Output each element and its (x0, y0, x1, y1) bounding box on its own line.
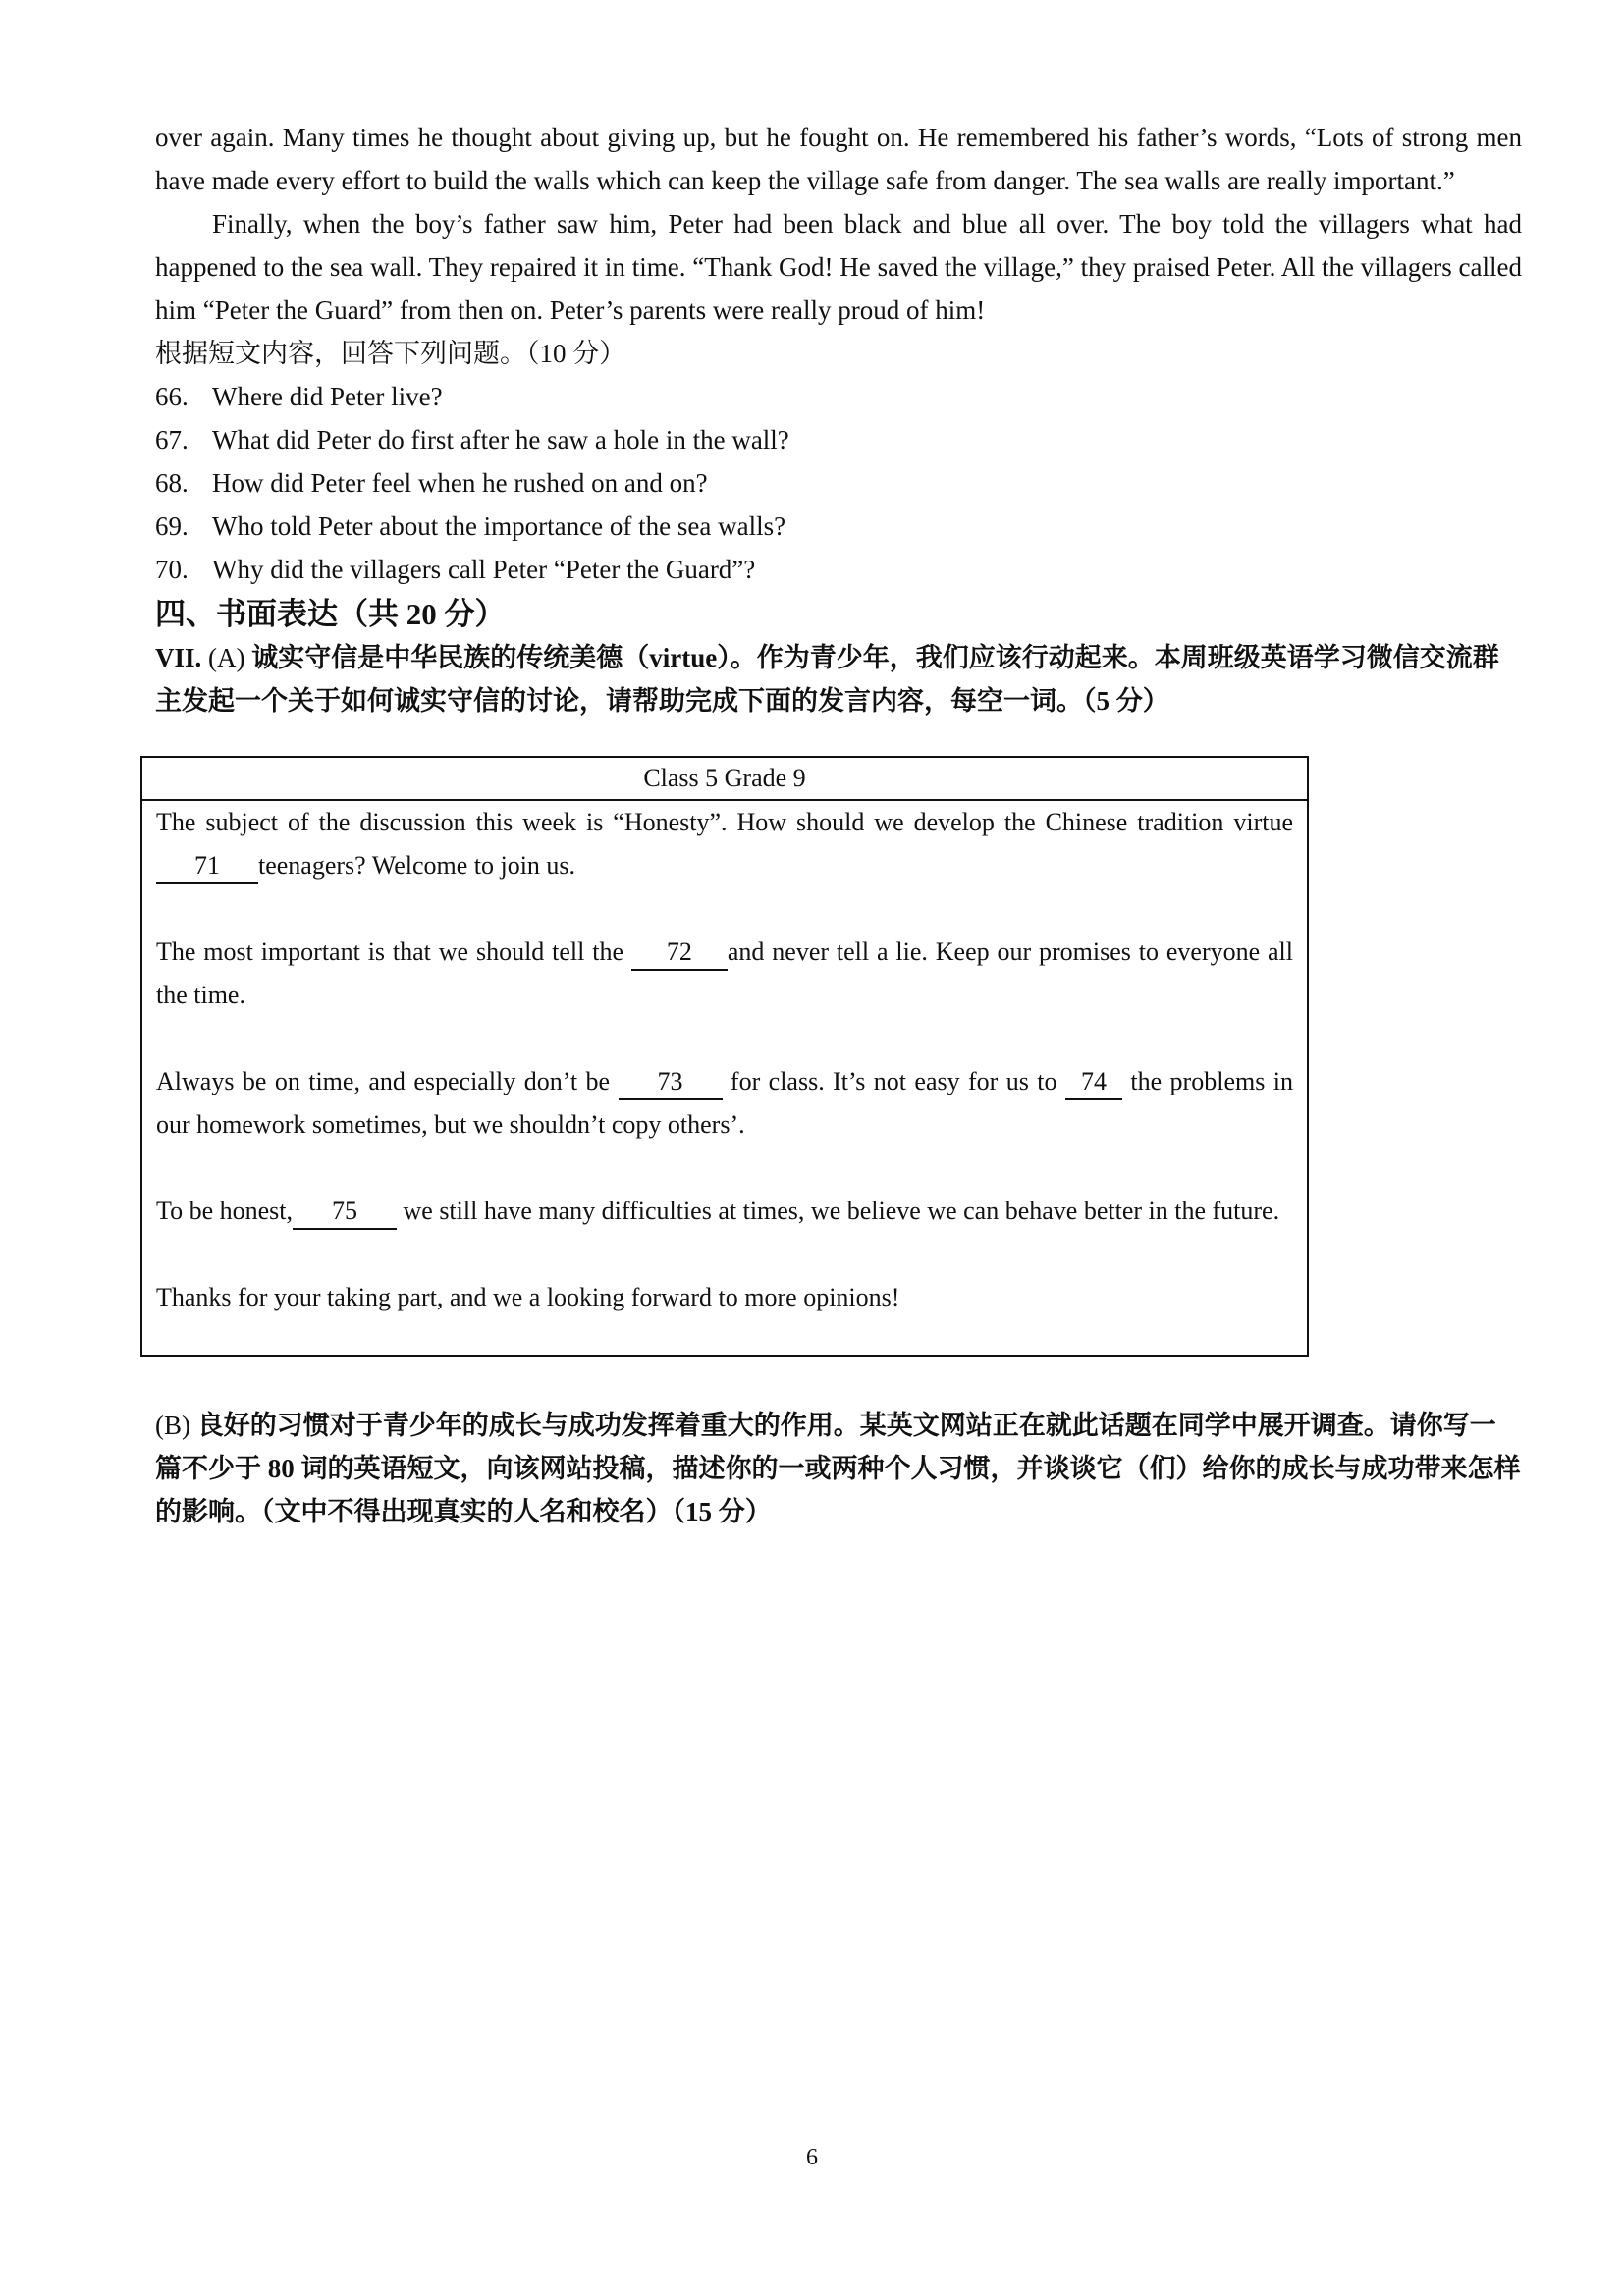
question-text: Where did Peter live? (212, 382, 443, 411)
blank-75[interactable]: 75 (293, 1195, 397, 1230)
passage-paragraph-2: Finally, when the boy’s father saw him, Peter had been black and blue all over. The boy told the villagers what had happened to the sea wall. They repaired it in time. “Thank God! He saved the village,” they praised Peter. All the villagers called him “Peter the Guard” from then on. Peter’s parents were really proud of him! (155, 209, 1522, 325)
task-part: (A) (208, 643, 245, 672)
page-number: 6 (806, 2145, 818, 2170)
box-paragraph-4 (156, 1190, 1293, 1233)
text-run: the problems in our homework sometimes, but we shouldn’t copy others’. (156, 1067, 1293, 1139)
question-number: 68. (155, 468, 189, 498)
question-text: What did Peter do first after he saw a hole in the wall? (212, 425, 789, 454)
text-run: To be honest, (156, 1197, 293, 1225)
text-run: we still have many difficulties at times, we believe we can behave better in the future. (397, 1197, 1280, 1225)
task-label: VII. (155, 643, 202, 672)
blank-71[interactable]: 71 (156, 849, 258, 884)
blank-73[interactable]: 73 (619, 1065, 723, 1100)
question-68 (155, 461, 1522, 505)
question-69 (155, 505, 1522, 548)
question-number: 70. (155, 555, 189, 584)
question-number: 66. (155, 382, 189, 411)
text-run: for class. It’s not easy for us to (722, 1067, 1065, 1095)
box-body (142, 801, 1307, 1319)
section-heading: 四、书面表达（共 20 分） (155, 597, 506, 631)
box-paragraph-1 (156, 801, 1293, 887)
text-run: teenagers? Welcome to join us. (258, 851, 576, 880)
blank-72[interactable]: 72 (631, 935, 728, 971)
question-number: 69. (155, 511, 189, 541)
box-title: Class 5 Grade 9 (142, 758, 1307, 801)
task-a-prompt (155, 636, 1522, 722)
discussion-box (140, 756, 1309, 1357)
passage-paragraph-1: over again. Many times he thought about giving up, but he fought on. He remembered his father’s words, “Lots of strong men have made every effort to build the walls which can keep the village safe from danger. The sea walls are really important.” (155, 123, 1522, 195)
box-paragraph-5: Thanks for your taking part, and we a looking forward to more opinions! (156, 1283, 900, 1311)
task-b-prompt (155, 1404, 1522, 1533)
text-run: The subject of the discussion this week is “Honesty”. How should we develop the Chinese tradition virtue (156, 808, 1293, 836)
page-content (155, 116, 1522, 722)
task-a-text: 诚实守信是中华民族的传统美德（virtue）。作为青少年，我们应该行动起来。本周班级英语学习微信交流群主发起一个关于如何诚实守信的讨论，请帮助完成下面的发言内容，每空一词。（5 分） (155, 643, 1499, 716)
blank-74[interactable]: 74 (1065, 1065, 1122, 1100)
text-run: Always be on time, and especially don’t be (156, 1067, 619, 1095)
box-paragraph-3 (156, 1060, 1293, 1147)
question-number: 67. (155, 425, 189, 454)
text-run: The most important is that we should tell the (156, 937, 631, 966)
task-part: (B) (155, 1411, 197, 1440)
questions-instruction: 根据短文内容，回答下列问题。（10 分） (155, 339, 626, 368)
question-text: Why did the villagers call Peter “Peter the Guard”? (212, 555, 756, 584)
question-text: Who told Peter about the importance of the sea walls? (212, 511, 786, 541)
text-run: and never tell a lie. Keep our promises to everyone all the time. (156, 937, 1294, 1009)
question-67 (155, 418, 1522, 461)
box-paragraph-2 (156, 931, 1293, 1017)
task-b-text: 良好的习惯对于青少年的成长与成功发挥着重大的作用。某英文网站正在就此话题在同学中展开调查。请你写一篇不少于 80 词的英语短文，向该网站投稿，描述你的一或两种个人习惯，并谈谈它（们）给你的成长与成功带来怎样的影响。（文中不得出现真实的人名和校名）（15 分） (155, 1411, 1521, 1526)
question-66 (155, 375, 1522, 418)
question-70 (155, 548, 1522, 591)
question-text: How did Peter feel when he rushed on and on? (212, 468, 708, 498)
